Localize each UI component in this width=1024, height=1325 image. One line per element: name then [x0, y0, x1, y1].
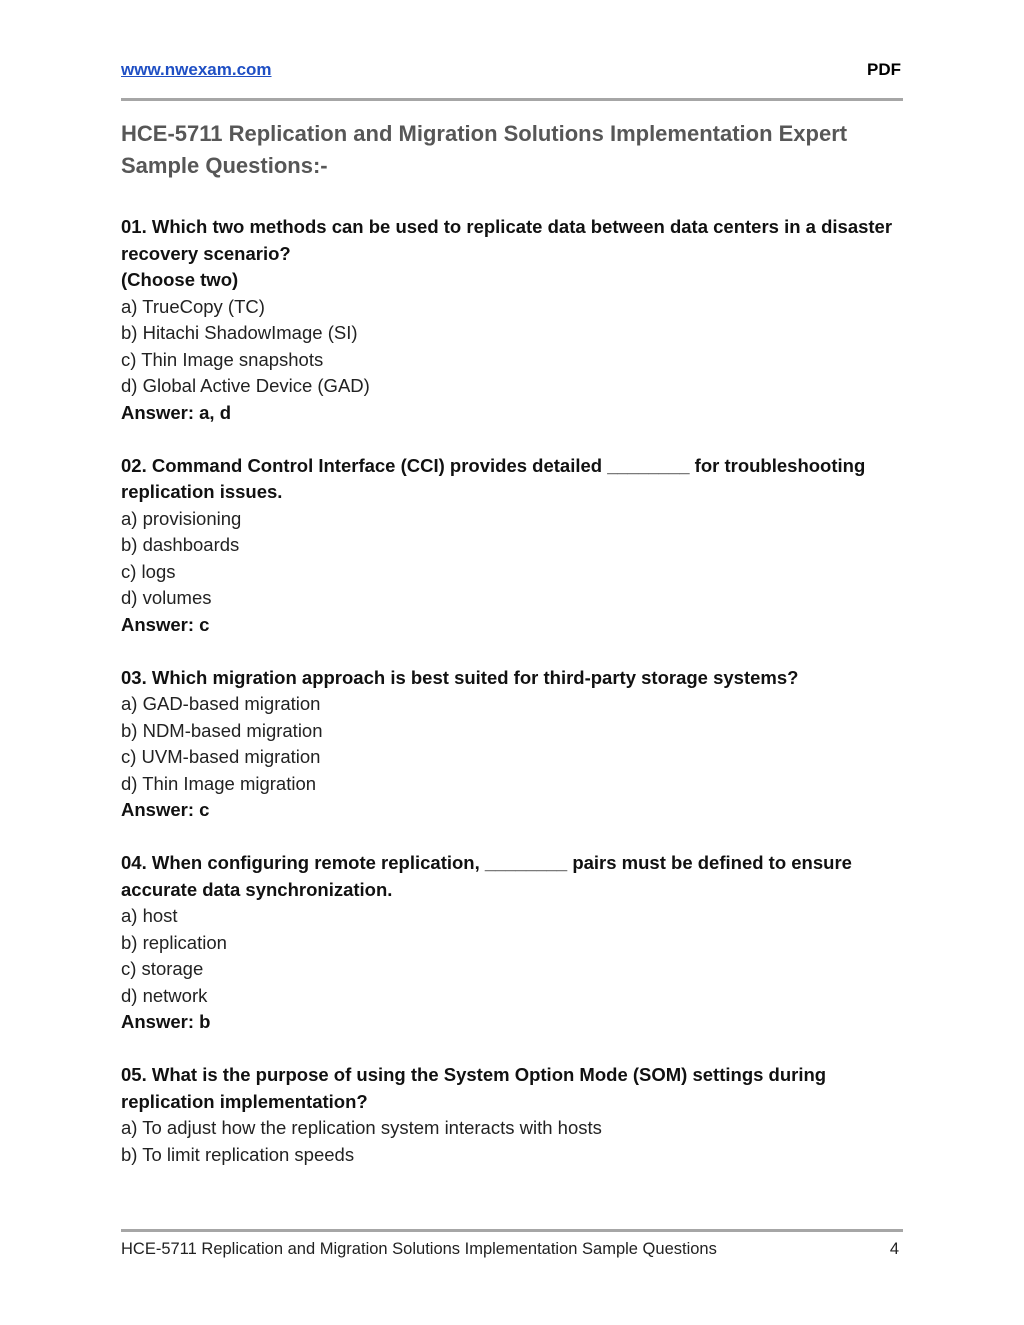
page-footer: [121, 1240, 903, 1264]
option-a: a) GAD-based migration: [121, 693, 321, 714]
answer: Answer: b: [121, 1011, 211, 1032]
option-a: a) To adjust how the replication system interacts with hosts: [121, 1117, 602, 1138]
question-text: 02. Command Control Interface (CCI) provides detailed ________ for troubleshooting replication issues.: [121, 454, 866, 502]
footer-text: HCE-5711 Replication and Migration Solutions Implementation Sample Questions: [121, 1240, 717, 1258]
question-text: 01. Which two methods can be used to replicate data between data centers in a disaster recovery scenario?: [121, 216, 893, 264]
option-b: b) replication: [121, 931, 227, 953]
option-d: d) network: [121, 984, 208, 1006]
option-c: c) UVM-based migration: [121, 746, 321, 767]
option-b: b) NDM-based migration: [121, 719, 323, 741]
option-c: c) storage: [121, 958, 204, 979]
page-header: [121, 60, 903, 84]
answer: Answer: c: [121, 799, 210, 820]
option-d: d) Thin Image migration: [121, 772, 317, 794]
question-01: [121, 214, 903, 426]
question-text: 04. When configuring remote replication, ________ pairs must be defined to ensure accurate data synchronization.: [121, 852, 852, 900]
option-a: a) host: [121, 905, 178, 926]
answer: Answer: a, d: [121, 401, 231, 423]
option-a: a) provisioning: [121, 507, 242, 529]
option-b: b) To limit replication speeds: [121, 1143, 355, 1165]
question-04: [121, 850, 903, 1036]
header-divider: [121, 98, 903, 101]
option-b: b) dashboards: [121, 534, 240, 555]
question-03: [121, 665, 903, 824]
document-page: [121, 0, 903, 1325]
question-02: [121, 453, 903, 639]
question-text: 03. Which migration approach is best suited for third-party storage systems?: [121, 666, 799, 688]
option-a: a) TrueCopy (TC): [121, 295, 265, 317]
page-number: 4: [889, 1240, 899, 1258]
answer: Answer: c: [121, 613, 210, 635]
question-05: [121, 1062, 903, 1168]
question-list: [121, 214, 903, 1195]
pdf-label: PDF: [867, 60, 901, 79]
option-d: d) volumes: [121, 587, 212, 608]
option-c: c) logs: [121, 560, 176, 582]
option-b: b) Hitachi ShadowImage (SI): [121, 322, 358, 343]
question-note: (Choose two): [121, 269, 239, 290]
option-c: c) Thin Image snapshots: [121, 348, 324, 370]
option-d: d) Global Active Device (GAD): [121, 375, 370, 396]
page-title: HCE-5711 Replication and Migration Solutions Implementation Expert Sample Questions:-: [121, 121, 848, 178]
question-text: 05. What is the purpose of using the System Option Mode (SOM) settings during replication implementation?: [121, 1064, 827, 1112]
site-link[interactable]: www.nwexam.com: [121, 60, 272, 79]
footer-divider: [121, 1229, 903, 1232]
